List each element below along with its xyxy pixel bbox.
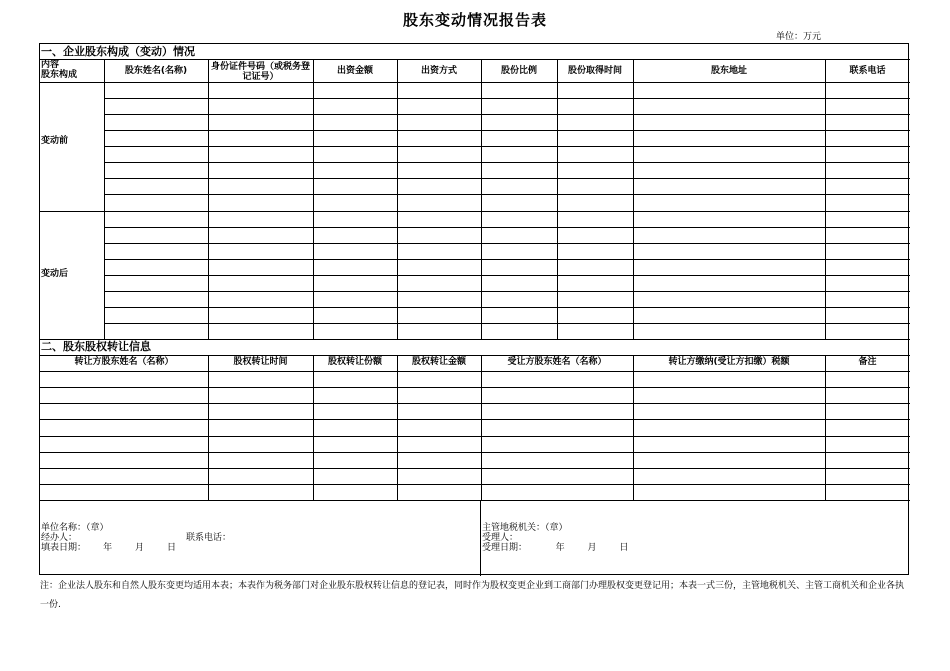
section2-title: 二、股东股权转让信息 [41,340,151,353]
col-transfer-share: 股权转让份额 [327,357,382,367]
grid-row-line [40,371,910,372]
grid-row-line [40,419,910,420]
col-transfer-time: 股权转让时间 [233,357,288,367]
grid-row-line [40,403,910,404]
corner-label-top: 内容 [41,60,60,70]
col-transferor-name: 转让方股东姓名（名称） [74,357,174,367]
accept-date-label: 受理日期： 年 月 日 [482,543,629,553]
grid-row-line [104,130,910,131]
col-id-number: 身份证件号码（或税务登记证号） [210,62,310,82]
grid-col-line [633,59,634,339]
grid-row-line [104,323,910,324]
tax-authority-label: 主管地税机关：（章） [482,523,568,533]
page-title: 股东变动情况报告表 [402,11,547,29]
grid-row-line [40,452,910,453]
grid-row-line [40,500,910,501]
col-shareholder-name: 股东姓名(名称) [124,66,188,76]
group-before-label: 变动前 [41,136,69,146]
grid-col-line [825,59,826,339]
grid-row-line [104,291,910,292]
contact-phone-label: 联系电话： [186,533,232,543]
grid-row-line [104,178,910,179]
grid-col-line [825,355,826,500]
grid-col-line [633,355,634,500]
handler-label: 经办人： [41,533,78,543]
grid-col-line [104,59,105,339]
grid-row-line [104,162,910,163]
grid-row-line [40,468,910,469]
grid-row-line [40,484,910,485]
grid-row-line [104,275,910,276]
grid-col-line [208,59,209,339]
grid-col-line [397,355,398,500]
grid-row-line [104,243,910,244]
footnote: 注：企业法人股东和自然人股东变更均适用本表；本表作为税务部门对企业股东股权转让信息的登记表，同时作为股权变更企业到工商部门办理股权变更登记用；本表一式三份，主管地税机关、主管工商机关和企业各执一份. [40,581,905,610]
grid-col-line [313,355,314,500]
report-form [39,43,909,575]
fill-date-label: 填表日期： 年 月 日 [41,543,176,553]
grid-row-line [104,194,910,195]
grid-row-line [40,436,910,437]
unit-label: 单位：万元 [776,32,822,42]
grid-row-line [104,227,910,228]
grid-row-line [104,307,910,308]
col-share-ratio: 股份比例 [500,66,537,76]
col-phone: 联系电话 [849,66,886,76]
receiver-label: 受理人： [482,533,519,543]
grid-col-line [481,59,482,339]
grid-col-line [208,355,209,500]
col-tax-amount: 转让方缴纳(受让方扣缴）税额 [668,357,790,367]
grid-row-line [104,114,910,115]
grid-col-line [481,355,482,500]
group-after-label: 变动后 [41,269,69,279]
col-transfer-amount: 股权转让金额 [411,357,466,367]
col-transferee-name: 受让方股东姓名（名称） [507,357,607,367]
grid-row-line [40,387,910,388]
col-address: 股东地址 [710,66,747,76]
section1-title: 一、企业股东构成（变动）情况 [41,45,195,58]
grid-row-line [104,259,910,260]
col-acquire-time: 股份取得时间 [567,66,622,76]
grid-col-line [557,59,558,339]
col-capital-amount: 出资金额 [336,66,373,76]
grid-col-line [397,59,398,339]
grid-row-line [40,211,910,212]
unit-name-label: 单位名称：（章） [41,523,109,533]
corner-label-bottom: 股东构成 [41,70,78,80]
grid-row-line [104,146,910,147]
col-capital-method: 出资方式 [420,66,457,76]
grid-row-line [104,98,910,99]
grid-col-line [313,59,314,339]
col-remarks: 备注 [858,357,877,367]
